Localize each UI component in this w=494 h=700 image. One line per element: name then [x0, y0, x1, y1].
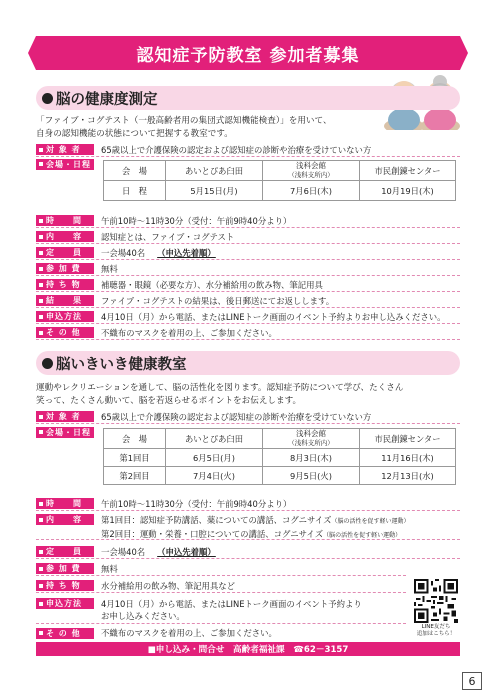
section1-fee-row: 参 加 費 無料 [36, 262, 460, 276]
venue-cell: 市民創錬センター [360, 161, 456, 181]
section1-items-row: 持 ち 物 補聴器・眼鏡（必要な方）、水分補給用の飲み物、筆記用具 [36, 278, 460, 292]
table-row [104, 449, 456, 467]
section1-other-row: そ の 他 不織布のマスクを着用の上、ご参加ください。 [36, 326, 460, 340]
capacity-value: 一会場40名 [101, 546, 146, 557]
section1-heading [36, 86, 460, 110]
section1-heading-text: 脳の健康度測定 [56, 91, 158, 108]
date-cell: 7月4日(火) [166, 467, 263, 485]
venue-cell: あいとぴあ臼田 [166, 161, 263, 181]
content-line2: 第2回目：運動・栄養・口腔についての講話、コグニサイズ [101, 529, 324, 539]
content-value: 認知症とは、ファイブ・コグテスト [101, 231, 235, 242]
table-header-cell: 会 場 [104, 429, 166, 449]
date-cell: 9月5日(火) [263, 467, 360, 485]
items-value: 水分補給用の飲み物、筆記用具など [101, 580, 235, 591]
section2-time-row: 時 間 午前10時～11時30分（受付：午前9時40分より） [36, 497, 460, 511]
section2-heading-text: 脳いきいき健康教室 [56, 356, 187, 373]
contact-footer: ■申し込み・問合せ 高齢者福祉課 ☎62－3157 [36, 642, 460, 656]
section2-intro-line1: 運動やレクリエーションを通して、脳の活性化を図ります。認知症予防について学び、たくさん [36, 383, 404, 393]
section1-target-row [36, 143, 460, 157]
target-value: 65歳以上で介護保険の認定および認知症の診断や治療を受けていない方 [101, 144, 372, 155]
venue-cell: 浅科会館 （浅科支所内） [263, 161, 360, 181]
section1-time-row: 時 間 午前10時～11時30分（受付：午前9時40分より） [36, 214, 460, 228]
table-row [104, 161, 456, 181]
items-value: 補聴器・眼鏡（必要な方）、水分補給用の飲み物、筆記用具 [101, 279, 323, 290]
page-title: 認知症予防教室 参加者募集 [36, 36, 460, 70]
section2-fee-row: 参 加 費 無料 [36, 562, 406, 576]
bullet-icon [42, 358, 53, 369]
table-header-cell: 第1回目 [104, 449, 166, 467]
qr-caption: LINE友だち 追加はこちら！ [416, 624, 456, 637]
table-header-cell: 会 場 [104, 161, 166, 181]
section2-other-row: そ の 他 不織布のマスクを着用の上、ご参加ください。 [36, 626, 406, 640]
table-row [104, 467, 456, 485]
date-cell: 11月16日(木) [360, 449, 456, 467]
date-cell: 5月15日(月) [166, 181, 263, 201]
capacity-note: （申込先着順） [157, 546, 216, 557]
time-value: 午前10時～11時30分（受付：午前9時40分より） [101, 498, 292, 509]
bullet-icon [42, 93, 53, 104]
date-cell: 12月13日(水) [360, 467, 456, 485]
table-row [104, 181, 456, 201]
content-note2: （脳の活性を促す軽い運動） [323, 532, 402, 539]
capacity-note: （申込先着順） [157, 247, 216, 258]
target-label: 対 象 者 [36, 144, 94, 155]
section2-apply-row: 申込方法 4月10日（月）から電話、またはLINEトーク画面のイベント予約より お申し込みください。 [36, 596, 406, 624]
capacity-value: 一会場40名 [101, 247, 146, 258]
apply-line2: お申し込みください。 [101, 611, 185, 621]
venue-label: 会場・日程 [36, 159, 94, 170]
apply-line1: 4月10日（月）から電話、またはLINEトーク画面のイベント予約より [101, 599, 362, 609]
section1-intro [36, 115, 460, 141]
section2-schedule-table [103, 428, 456, 485]
fee-value: 無料 [101, 263, 118, 274]
section2-target-row: 対 象 者 65歳以上で介護保険の認定および認知症の診断や治療を受けていない方 [36, 410, 460, 424]
section2-content-row: 内 容 第1回目：認知症予防講話、薬についての講話、コグニサイズ（脳の活性を促す軽い運動） 第2回目：運動・栄養・口腔についての講話、コグニサイズ（脳の活性を促す軽い運動） [36, 512, 460, 540]
fee-value: 無料 [101, 563, 118, 574]
section2-intro [36, 382, 460, 408]
line-qr-code-icon[interactable] [414, 579, 458, 623]
page-number: 6 [462, 672, 482, 690]
section2-capacity-row: 定 員 一会場40名 （申込先着順） [36, 545, 460, 559]
target-value: 65歳以上で介護保険の認定および認知症の診断や治療を受けていない方 [101, 411, 372, 422]
section2-intro-line2: 笑って、たくさん動いて、脳を若返らせるポイントをお伝えします。 [36, 396, 302, 406]
section1-result-row: 結 果 ファイブ・コグテストの結果は、後日郵送にてお返しします。 [36, 294, 460, 308]
time-value: 午前10時～11時30分（受付：午前9時40分より） [101, 215, 292, 226]
venue-cell: 浅科会館 （浅科支所内） [263, 429, 360, 449]
section2-venue-row: 会場・日程 [36, 425, 460, 439]
table-header-cell: 第2回目 [104, 467, 166, 485]
section1-apply-row: 申込方法 4月10日（月）から電話、またはLINEトーク画面のイベント予約よりお申し込みください。 [36, 310, 460, 324]
venue-cell: 市民創錬センター [360, 429, 456, 449]
table-row [104, 429, 456, 449]
section1-capacity-row: 定 員 一会場40名 （申込先着順） [36, 246, 460, 260]
date-cell: 8月3日(木) [263, 449, 360, 467]
section1-content-row: 内 容 認知症とは、ファイブ・コグテスト [36, 230, 460, 244]
table-header-cell: 日 程 [104, 181, 166, 201]
section1-intro-line2: 自身の認知機能の状態について把握する教室です。 [36, 129, 233, 139]
section2-heading [36, 351, 460, 375]
date-cell: 7月6日(木) [263, 181, 360, 201]
result-value: ファイブ・コグテストの結果は、後日郵送にてお返しします。 [101, 295, 335, 306]
content-note1: （脳の活性を促す軽い運動） [331, 518, 410, 525]
other-value: 不織布のマスクを着用の上、ご参加ください。 [101, 628, 277, 638]
section1-schedule-table [103, 160, 456, 201]
venue-cell: あいとぴあ臼田 [166, 429, 263, 449]
content-line1: 第1回目：認知症予防講話、薬についての講話、コグニサイズ [101, 515, 332, 525]
apply-value: 4月10日（月）から電話、またはLINEトーク画面のイベント予約よりお申し込みください。 [101, 311, 446, 322]
other-value: 不織布のマスクを着用の上、ご参加ください。 [101, 327, 277, 338]
section2-items-row: 持 ち 物 水分補給用の飲み物、筆記用具など [36, 579, 406, 593]
date-cell: 10月19日(木) [360, 181, 456, 201]
section1-intro-line1: 「ファイブ・コグテスト（一般高齢者用の集団式認知機能検査）」を用いて、 [36, 116, 332, 126]
date-cell: 6月5日(月) [166, 449, 263, 467]
